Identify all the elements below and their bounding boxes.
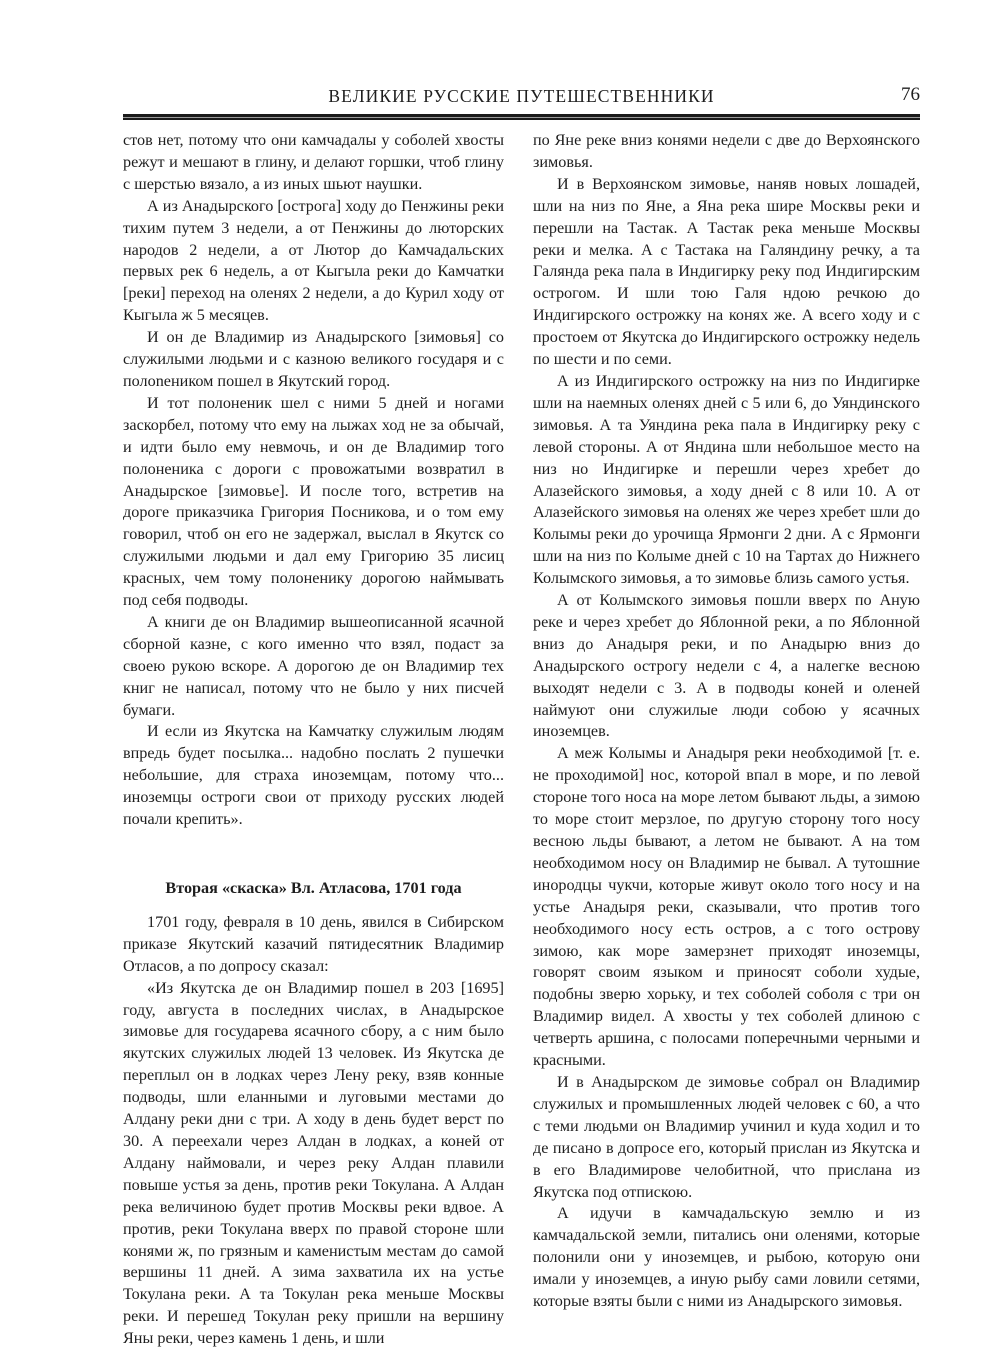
paragraph: И в Анадырском де зимовье собрал он Владимир служилых и промышленных людей человек с 60, а что с теми людьми он Владимир учинил и куда ходил и то де писано в допросе его, который прислан из Якутска и в его Владимирове челобитной, что прислана из Якутска под отпискою. xyxy=(533,1072,920,1201)
running-title: ВЕЛИКИЕ РУССКИЕ ПУТЕШЕСТВЕННИКИ xyxy=(328,86,715,106)
paragraph: А из Анадырского [острога] ходу до Пенжины реки тихим путем 3 недели, а от Пенжины до люторских народов 2 недели, а от Лютор до Камчадальских первых рек 6 недель, а от Кыгыла реки до Камчатки [реки] переход на оленях 2 недели, а до Курил ходу от Кыгыла ж 5 месяцев. xyxy=(123,196,504,325)
paragraph: «Из Якутска де он Владимир пошел в 203 [1695] году, августа в последних числах, в Анадырское зимовье для государева ясачного сбору, а с ним было якутских служилых людей 13 человек. Из Якутска де переплыл он в лодках через Лену реку, взяв конные подводы, шли еланными и луговыми местами до Алдану реки дни с три. А ходу в день будет верст по 30. А переехали через Алдан в лодках, а коней от Алдану наймовали, и через реку Алдан плавили повыше устья за день, против реки Токулана. А Алдан река величиною будет против Москвы реки вдвое. А против, реки Токулана вверх по правой стороне шли конями ж, по грязным и каменистым местам до самой вершины 11 дней. А зима захватила их на устье Токулана реки. А та Токулан река меньше Москвы реки. И перешед Токулан реку пришли на вершину Яны реки, через камень 1 день, и шли xyxy=(123,978,504,1348)
running-header xyxy=(123,80,920,112)
section-heading: Вторая «скаска» Вл. Атласова, 1701 года xyxy=(165,879,462,897)
left-column xyxy=(123,130,504,1350)
paragraph: И в Верхоянском зимовье, наняв новых лошадей, шли на низ по Яне, а Яна река шире Москвы реки и перешли на Тастак. А Тастак река меньше Москвы реки и мелка. А с Тастака на Галяндину речку, а та Галянда река пала в Индигирку реку под Индигирским острогом. И шли тою Галя ндою речкою до Индигирского острожку на конях же. А всего ходу и с простоем от Якутска до Индигирского острожку недель по шести и по семи. xyxy=(533,174,920,369)
paragraph: по Яне реке вниз конями недели с две до Верхоянского зимовья. xyxy=(533,131,920,171)
paragraph: А меж Колымы и Анадыря реки необходимой [т. е. не проходимой] нос, которой впал в море, и по левой стороне того носа на море летом бывают льды, а зимою то море стоит мерзлое, по другую сторону того носу весною льды бывают, а летом не бывают. А на том необходимом носу он Владимир не бывал. А тутошние инородцы чукчи, которые живут около того носу и на устье Анадыря реки, сказывали, что против того необходимого носу есть остров, а с того острову зимою, как море замерзнет приходят иноземцы, говорят своим языком и приносят соболи худые, подобны зверю хорьку, и тех соболей соболя с три он Владимир видел. А хвосты у тех соболей длиною с четверть аршина, с полосами поперечными черными и красными. xyxy=(533,744,920,1070)
paragraph: А идучи в камчадальскую землю и из камчадальской земли, питались они оленями, которые полонили они у иноземцев, и рыбою, которую они имали у иноземцев, а иную рыбу сами ловили сетями, которые взяты были с ними из Анадырского зимовья. xyxy=(533,1204,920,1311)
book-page xyxy=(123,80,920,1348)
paragraph: И тот полоненик шел с ними 5 дней и ногами заскорбел, потому что ему на лыжах ход не за обычай, и идти было ему невмочь, и он де Владимир того полоненика с дороги с провожатыми возвратил в Анадырское [зимовье]. И после того, встретив на дороге приказчика Григория Посникова, и о том ему говорил, чтоб он его не задержал, выслал в Якутск со служилыми людьми и дал ему Григорию 35 лисиц красных, чем тому полоненику дорогою наймывать под себя подводы. xyxy=(123,393,504,610)
paragraph: стов нет, потому что они камчадалы у соболей хвосты режут и мешают в глину, и делают горшки, чтоб глину с шерстью вязало, а из иных шьют наушки. xyxy=(123,131,504,193)
paragraph: 1701 году, февраля в 10 день, явился в Сибирском приказе Якутский казачий пятидесятник Владимир Отласов, а по допросу сказал: xyxy=(123,912,504,975)
right-column xyxy=(533,130,920,1313)
paragraph: И он де Владимир из Анадырского [зимовья] со служилыми людьми и с казною великого государя и с полоneником пошел в Якутский город. xyxy=(123,328,504,390)
header-double-rule xyxy=(123,114,920,120)
page-number: 76 xyxy=(901,84,920,105)
paragraph: А из Индигирского острожку на низ по Индигирке шли на наемных оленях дней с 5 или 6, до Уяндинского зимовья. А та Уяндина река пала в Индигирку реку с левой стороны. А от Яндина шли небольшое место на низ но Индигирке и перешли через хребет до Алазейского зимовья, а ходу дней с 8 или 10. А от Алазейского зимовья на оленях же через хребет шли до Колымы реки до урочища Ярмонги 2 дни. А с Ярмонги шли на низ по Колыме дней с 10 на Тартах до Нижнего Колымского зимовья, а то зимовье близь самого устья. xyxy=(533,371,920,588)
paragraph: А книги де он Владимир вышеописанной ясачной сборной казне, с кого именно что взял, подаст за своею рукою вскоре. А дорогою де он Владимир тех книг не написал, потому что не было у них писчей бумаги. xyxy=(123,612,504,719)
paragraph: А от Колымского зимовья пошли вверх по Аную реке и через хребет до Яблонной реки, а по Яблонной вниз до Анадыря реки, и по Анадырю вниз до Анадырского острогу недели с 4, а налегке весною выходят недели с 3. А в подводы коней и оленей наймуют они служилые люди собою у ясачных иноземцев. xyxy=(533,591,920,741)
paragraph: И если из Якутска на Камчатку служилым людям впредь будет посылка... надобно послать 2 пушечки небольшие, для страха иноземцам, потому что... иноземцы остроги свои от приходу русских людей почали крепить». xyxy=(123,722,504,829)
